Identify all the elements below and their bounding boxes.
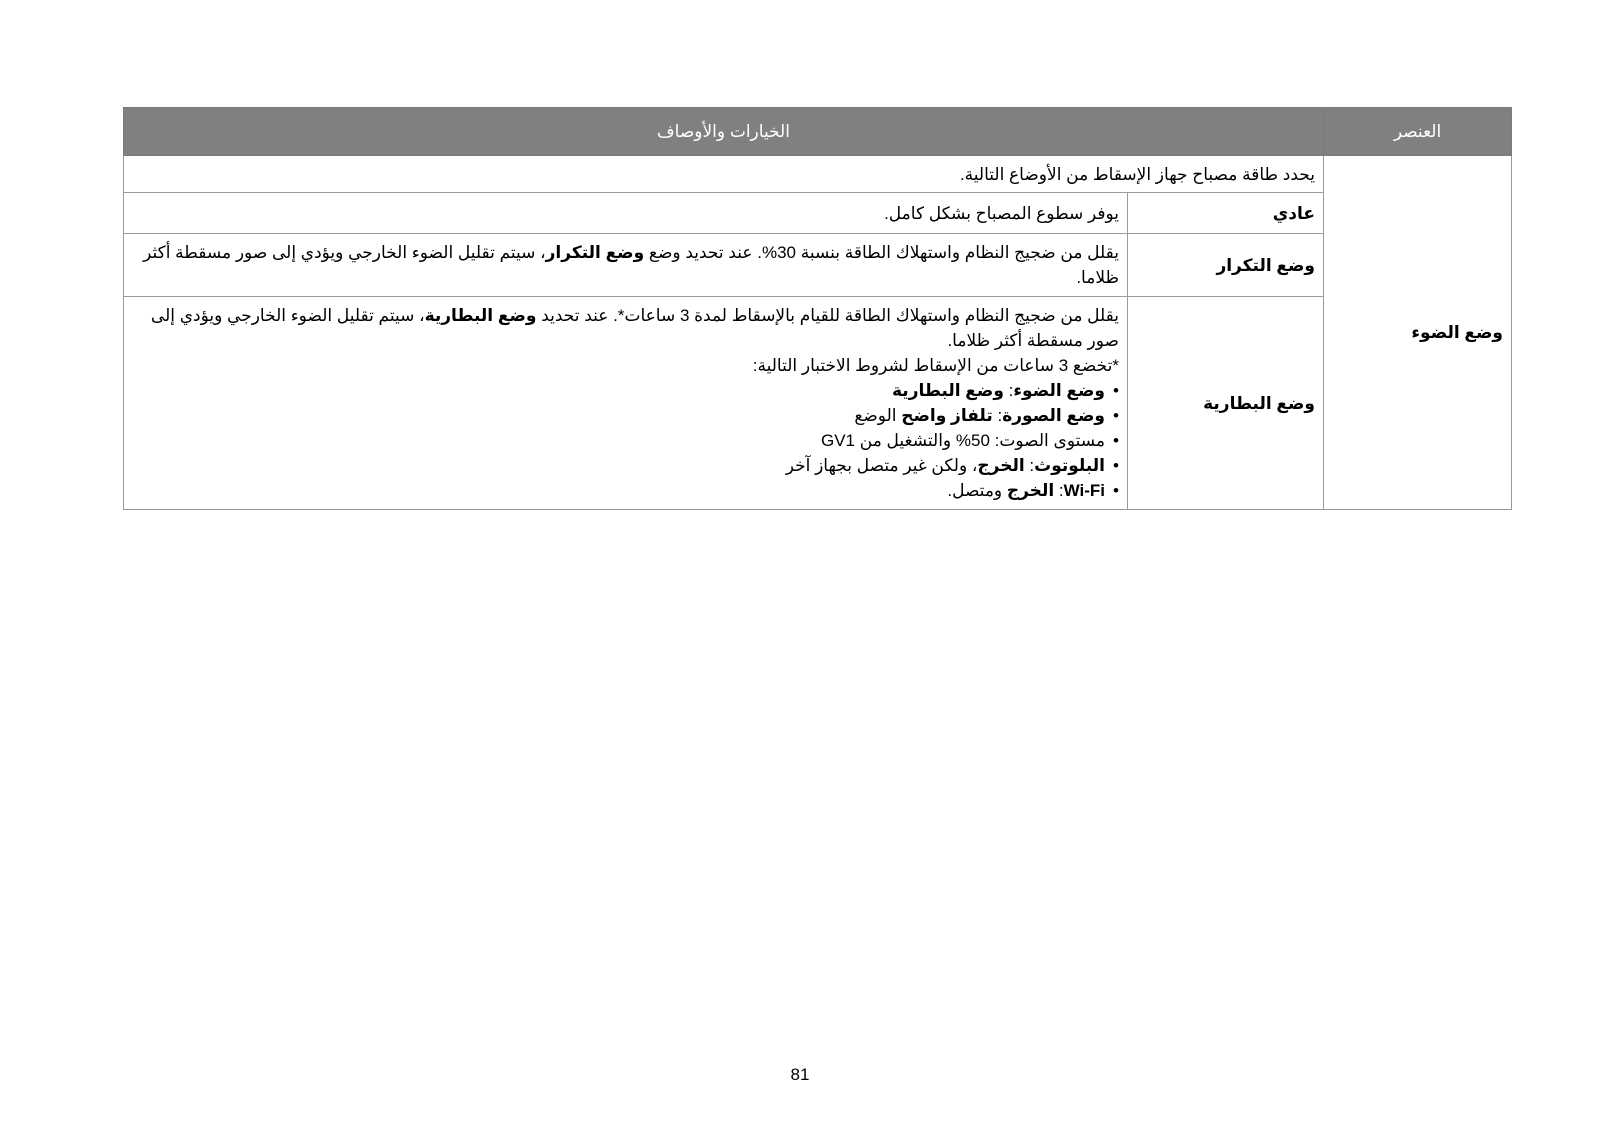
battery-desc-bold: وضع البطارية <box>424 306 537 325</box>
table-row-intro <box>124 156 1512 193</box>
battery-desc-part-a: يقلل من ضجيج النظام واستهلاك الطاقة للقيام بالإسقاط لمدة 3 ساعات*. عند تحديد <box>536 306 1119 325</box>
settings-table <box>123 107 1512 510</box>
battery-note: *تخضع 3 ساعات من الإسقاط لشروط الاختبار التالية: <box>752 356 1119 375</box>
list-item <box>132 378 1119 403</box>
battery-desc <box>132 303 1119 353</box>
option-desc-repeat <box>124 234 1128 297</box>
option-label-battery: وضع البطارية <box>1128 297 1324 510</box>
item-label-light-mode: وضع الضوء <box>1324 156 1512 510</box>
list-item-value-bold: وضع البطارية <box>892 381 1004 400</box>
battery-desc-part-b: ، سيتم تقليل الضوء الخارجي ويؤدي إلى صور مسقطة أكثر ظلاما. <box>150 306 1119 350</box>
test-conditions-list <box>132 378 1119 503</box>
list-item-value: ومتصل. <box>947 481 1007 500</box>
option-desc-battery <box>124 297 1128 510</box>
list-item-sep: : <box>1003 381 1014 400</box>
list-item <box>132 453 1119 478</box>
list-item <box>132 428 1119 453</box>
repeat-desc-part-a: يقلل من ضجيج النظام واستهلاك الطاقة بنسبة 30%. عند تحديد وضع <box>644 243 1119 262</box>
list-item-sep: : <box>992 406 1003 425</box>
list-item-key: وضع الصورة <box>1002 406 1105 425</box>
list-item-value-bold: تلفاز واضح <box>901 406 993 425</box>
repeat-desc-part-b: ، سيتم تقليل الضوء الخارجي ويؤدي إلى صور مسقطة أكثر ظلاما. <box>143 243 1119 287</box>
option-label-repeat: وضع التكرار <box>1128 234 1324 297</box>
list-item-key: البلوتوث <box>1034 456 1105 475</box>
table-row-normal <box>124 193 1512 234</box>
intro-text: يحدد طاقة مصباح جهاز الإسقاط من الأوضاع التالية. <box>124 156 1324 193</box>
table-row-repeat <box>124 234 1512 297</box>
list-item-sep: : <box>1054 481 1064 500</box>
list-item-key: Wi-Fi <box>1063 481 1105 500</box>
list-item-value: الوضع <box>854 406 902 425</box>
header-item: العنصر <box>1324 108 1512 156</box>
list-item <box>132 403 1119 428</box>
list-item-value: ، ولكن غير متصل بجهاز آخر <box>785 456 978 475</box>
option-desc-normal: يوفر سطوع المصباح بشكل كامل. <box>124 193 1128 234</box>
list-item-value: مستوى الصوت: 50% والتشغيل من GV1 <box>821 431 1105 450</box>
repeat-desc-bold: وضع التكرار <box>545 243 645 262</box>
option-label-normal: عادي <box>1128 193 1324 234</box>
list-item-key: وضع الضوء <box>1013 381 1105 400</box>
list-item-value-bold: الخرج <box>1006 481 1055 500</box>
table-row-battery <box>124 297 1512 510</box>
list-item-sep: : <box>1024 456 1035 475</box>
list-item <box>132 478 1119 503</box>
list-item-value-bold: الخرج <box>977 456 1025 475</box>
table-header-row <box>124 108 1512 156</box>
page-number: 81 <box>790 1065 810 1084</box>
header-options: الخيارات والأوصاف <box>124 108 1324 156</box>
